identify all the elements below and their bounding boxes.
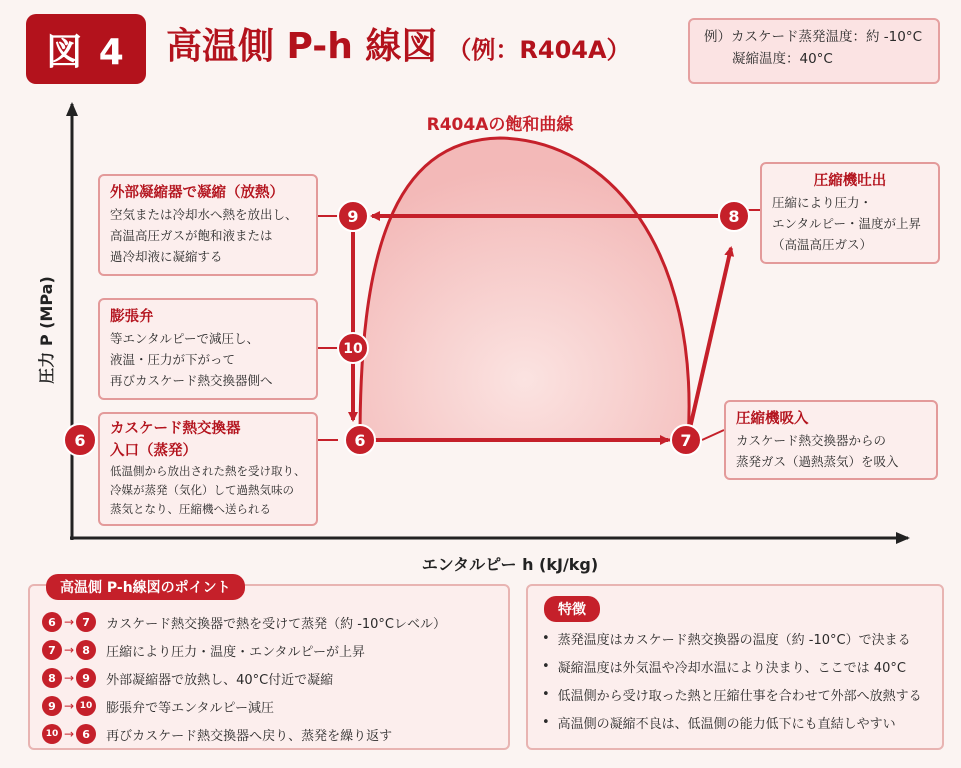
- condenser-box: [98, 174, 318, 276]
- cascade-hx-box: [98, 412, 318, 526]
- row-text: 再びカスケード熱交換器へ戻り、蒸発を繰り返す: [106, 728, 393, 744]
- list-item: [42, 720, 446, 748]
- bullet-icon: •: [542, 714, 550, 730]
- from-point-badge: 10: [42, 724, 62, 744]
- feature-text: 蒸発温度はカスケード熱交換器の温度（約 -10°C）で決まる: [557, 632, 911, 648]
- list-item: [542, 708, 922, 736]
- discharge-title: 圧縮機吐出: [813, 173, 887, 189]
- point-10-label: 10: [343, 341, 363, 357]
- point-10-marker: [338, 333, 368, 363]
- suction-line: カスケード熱交換器からの: [736, 433, 887, 448]
- bullet-icon: •: [542, 686, 550, 702]
- points-list: [42, 608, 446, 748]
- x-axis-label: エンタルピー h (kJ/kg): [421, 555, 599, 574]
- arrow-glyph: →: [64, 727, 75, 741]
- list-item: [542, 680, 922, 708]
- point-7-marker: [671, 425, 701, 455]
- expansion-title: 膨張弁: [110, 309, 154, 325]
- suction-line: 蒸発ガス（過熱蒸気）を吸入: [736, 454, 899, 469]
- compressor-discharge-box: [760, 162, 940, 264]
- arrow-glyph: →: [64, 643, 75, 657]
- expansion-line: 再びカスケード熱交換器側へ: [110, 373, 273, 388]
- title-subtitle: （例：R404A）: [447, 36, 631, 64]
- list-item: [42, 636, 446, 664]
- from-point-badge: 7: [42, 640, 62, 660]
- points-panel-title: 高温側 P-h線図のポイント: [46, 574, 245, 600]
- arrow-glyph: →: [64, 671, 75, 685]
- title-text: 高温側 P-h 線図: [166, 26, 438, 67]
- row-text: 外部凝縮器で放熱し、40°C付近で凝縮: [106, 672, 334, 688]
- cascade-line: 蒸気となり、圧縮機へ送られる: [110, 502, 271, 516]
- saturation-dome: [360, 138, 689, 440]
- expansion-line: 等エンタルピーで減圧し、: [110, 331, 260, 346]
- condenser-line: 過冷却液に凝縮する: [110, 249, 223, 264]
- point-7-label: 7: [680, 431, 692, 450]
- features-panel: [526, 584, 944, 750]
- to-point-badge: 8: [76, 640, 96, 660]
- point-6-label: 6: [354, 431, 366, 450]
- list-item: [42, 608, 446, 636]
- from-point-badge: 9: [42, 696, 62, 716]
- suction-title: 圧縮機吸入: [736, 411, 809, 427]
- bullet-icon: •: [542, 658, 550, 674]
- axis-point-6-marker: [64, 424, 96, 456]
- expansion-valve-box: [98, 298, 318, 400]
- list-item: [542, 652, 922, 680]
- condenser-line: 高温高圧ガスが飽和液または: [110, 228, 273, 243]
- list-item: [542, 624, 922, 652]
- cascade-line: 低温側から放出された熱を受け取り、: [110, 464, 306, 478]
- feature-text: 低温側から受け取った熱と圧縮仕事を合わせて外部へ放熱する: [557, 688, 922, 704]
- points-panel: [28, 580, 510, 750]
- list-item: [42, 692, 446, 720]
- point-8-marker: [719, 201, 749, 231]
- expansion-line: 液温・圧力が下がって: [110, 352, 236, 367]
- leader-suction: [702, 430, 724, 440]
- point-9-label: 9: [347, 207, 359, 226]
- example-line-condensation: 凝縮温度：40°C: [732, 51, 833, 67]
- figure-badge: 図 4: [26, 14, 146, 84]
- example-line-evaporation: 例）カスケード蒸発温度：約 -10°C: [704, 29, 923, 45]
- bullet-icon: •: [542, 630, 550, 646]
- feature-text: 高温側の凝縮不良は、低温側の能力低下にも直結しやすい: [557, 716, 896, 732]
- to-point-badge: 9: [76, 668, 96, 688]
- from-point-badge: 8: [42, 668, 62, 688]
- list-item: [42, 664, 446, 692]
- axis-point-6-label: 6: [74, 431, 86, 450]
- cascade-line: 冷媒が蒸発（気化）して過熱気味の: [110, 483, 294, 497]
- row-text: 圧縮により圧力・温度・エンタルピーが上昇: [106, 644, 366, 660]
- discharge-line: 圧縮により圧力・: [772, 195, 873, 210]
- point-8-label: 8: [728, 207, 740, 226]
- from-point-badge: 6: [42, 612, 62, 632]
- cascade-title-2: 入口（蒸発）: [110, 443, 197, 459]
- to-point-badge: 6: [76, 724, 96, 744]
- features-panel-title: 特徴: [544, 596, 600, 622]
- discharge-line: エンタルピー・温度が上昇: [772, 216, 922, 231]
- cascade-title: カスケード熱交換器: [110, 421, 241, 437]
- compressor-suction-box: [724, 400, 938, 480]
- y-axis-label: 圧力 P (MPa): [37, 276, 56, 384]
- row-text: 膨張弁で等エンタルピー減圧: [106, 700, 275, 716]
- arrow-glyph: →: [64, 615, 75, 629]
- arrow-glyph: →: [64, 699, 75, 713]
- discharge-line: （高温高圧ガス）: [772, 237, 873, 252]
- to-point-badge: 10: [76, 696, 96, 716]
- feature-text: 凝縮温度は外気温や冷却水温により決まり、ここでは 40°C: [557, 660, 906, 676]
- point-6-marker: [345, 425, 375, 455]
- point-9-marker: [338, 201, 368, 231]
- curve-label: R404Aの飽和曲線: [426, 115, 574, 135]
- to-point-badge: 7: [76, 612, 96, 632]
- condenser-title: 外部凝縮器で凝縮（放熱）: [110, 185, 284, 201]
- row-text: カスケード熱交換器で熱を受けて蒸発（約 -10°Cレベル）: [106, 616, 447, 632]
- condenser-line: 空気または冷却水へ熱を放出し、: [110, 207, 298, 222]
- features-list: [542, 624, 922, 736]
